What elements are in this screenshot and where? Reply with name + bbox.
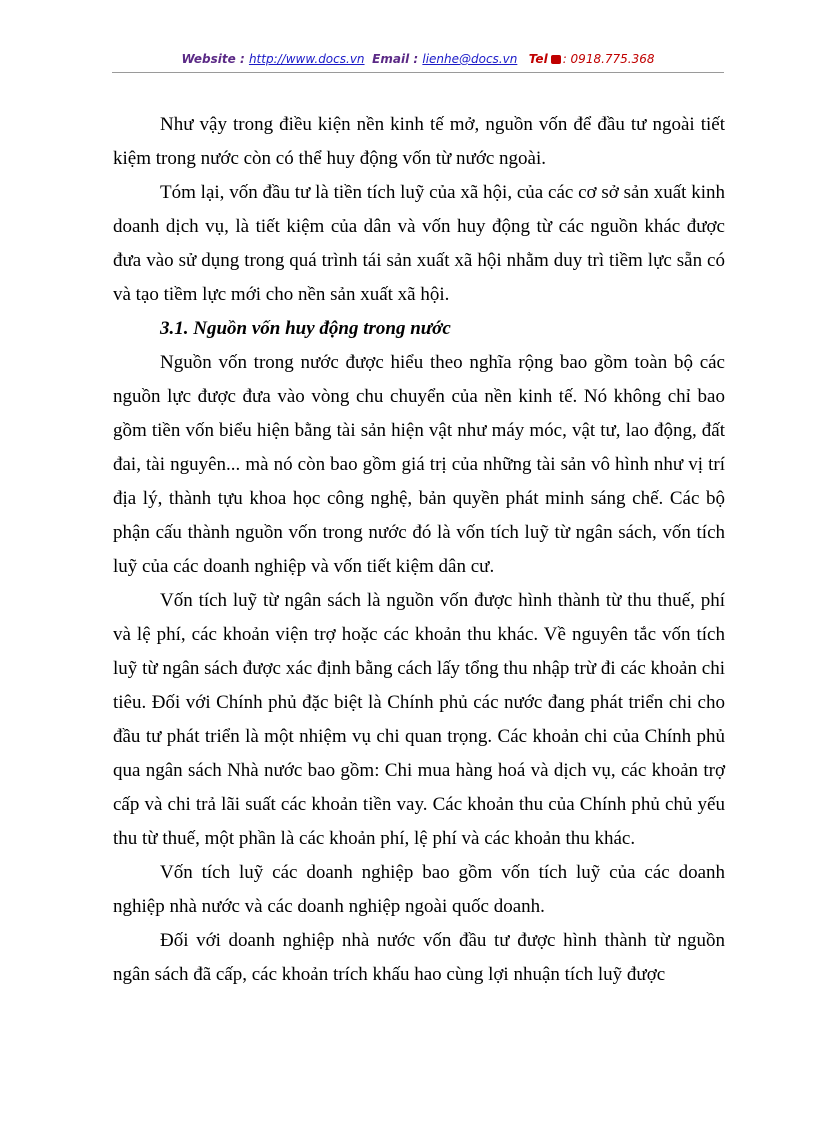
email-separator: : <box>409 52 423 66</box>
document-body <box>113 108 725 992</box>
paragraph-4: Vốn tích luỹ từ ngân sách là nguồn vốn được hình thành từ thu thuế, phí và lệ phí, các khoản viện trợ hoặc các khoản thu khác. Về nguyên tắc vốn tích luỹ từ ngân sách được xác định bằng cách lấy tổng thu nhập trừ đi các khoản chi tiêu. Đối với Chính phủ đặc biệt là Chính phủ các nước đang phát triển chi cho đầu tư phát triển là một nhiệm vụ chi quan trọng. Các khoản chi của Chính phủ qua ngân sách Nhà nước bao gồm: Chi mua hàng hoá và dịch vụ, các khoản trợ cấp và chi trả lãi suất các khoản tiền vay. Các khoản thu của Chính phủ chủ yếu thu từ thuế, một phần là các khoản phí, lệ phí và các khoản thu khác. <box>113 590 725 849</box>
paragraph-2: Tóm lại, vốn đầu tư là tiền tích luỹ của xã hội, của các cơ sở sản xuất kinh doanh dịch vụ, là tiết kiệm của dân và vốn huy động từ các nguồn khác được đưa vào sử dụng trong quá trình tái sản xuất xã hội nhằm duy trì tiềm lực sẵn có và tạo tiềm lực mới cho nền sản xuất xã hội. <box>113 182 725 305</box>
website-separator: : <box>235 52 249 66</box>
paragraph-1: Như vậy trong điều kiện nền kinh tế mở, nguồn vốn để đầu tư ngoài tiết kiệm trong nước còn có thể huy động vốn từ nước ngoài. <box>113 114 725 169</box>
website-label: Website <box>181 52 236 66</box>
tel-number: : 0918.775.368 <box>562 52 655 66</box>
email-link[interactable]: lienhe@docs.vn <box>422 52 518 66</box>
paragraph-5: Vốn tích luỹ các doanh nghiệp bao gồm vốn tích luỹ của các doanh nghiệp nhà nước và các doanh nghiệp ngoài quốc doanh. <box>113 862 725 917</box>
paragraph-3: Nguồn vốn trong nước được hiểu theo nghĩa rộng bao gồm toàn bộ các nguồn lực được đưa vào vòng chu chuyển của nền kinh tế. Nó không chỉ bao gồm tiền vốn biểu hiện bằng tài sản hiện vật như máy móc, vật tư, lao động, đất đai, tài nguyên... mà nó còn bao gồm giá trị của những tài sản vô hình như vị trí địa lý, thành tựu khoa học công nghệ, bản quyền phát minh sáng chế. Các bộ phận cấu thành nguồn vốn trong nước đó là vốn tích luỹ từ ngân sách, vốn tích luỹ của các doanh nghiệp và vốn tiết kiệm dân cư. <box>113 352 725 577</box>
phone-icon <box>551 55 561 64</box>
website-link[interactable]: http://www.docs.vn <box>248 52 365 66</box>
paragraph-6: Đối với doanh nghiệp nhà nước vốn đầu tư được hình thành từ nguồn ngân sách đã cấp, các khoản trích khấu hao cùng lợi nhuận tích luỹ được <box>113 930 725 985</box>
section-heading: 3.1. Nguồn vốn huy động trong nước <box>160 318 451 339</box>
header-divider <box>112 72 724 73</box>
page-header <box>112 50 724 68</box>
email-label: Email <box>372 52 410 66</box>
tel-label: Tel <box>528 52 548 66</box>
